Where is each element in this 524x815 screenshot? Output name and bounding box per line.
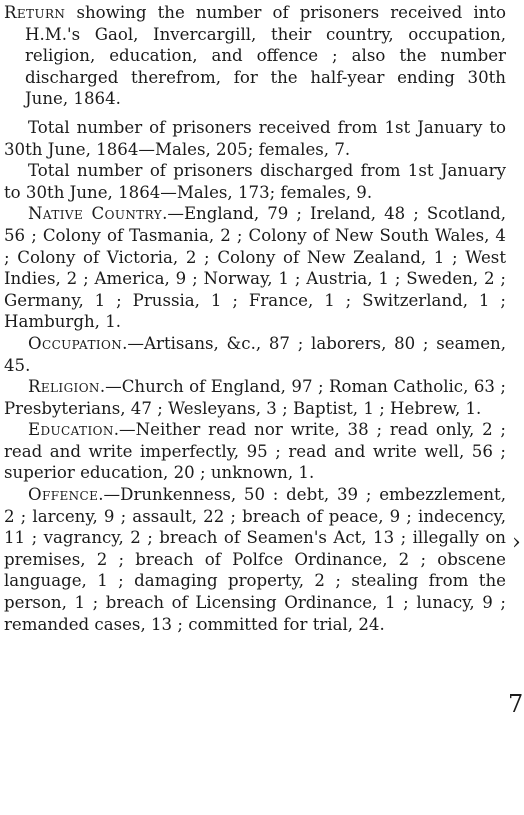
offence-text: .—Drunkenness, 50 : debt, 39 ; embezzlement, 2 ; larceny, 9 ; assault, 22 ; breach of peace, 9 ; indecency, 11 ; vagrancy, 2 ; breach of Seamen's Act, 13 ; illegally on premises, 2 ; breach of Polfce Ordinance, 2 ; obscene language, 1 ; damaging property, 2 ; stealing from the person, 1 ; breach of Licensing Ordinance, 1 ; lunacy, 9 ; remanded cases, 13 ; committed for trial, 24. <box>4 485 506 634</box>
native-country-heading: Native Country <box>28 204 163 224</box>
occupation-heading: Occupation <box>28 333 123 353</box>
occupation-text: .—Artisans, &c., 87 ; laborers, 80 ; seamen, 45. <box>4 333 506 375</box>
return-heading-text: showing the number of prisoners received into H.M.'s Gaol, Invercargill, their country, occupation, religion, education, and offence ; also the number discharged therefrom, for the half-year ending 30th June, 1864. <box>25 3 506 109</box>
native-country-paragraph <box>4 203 506 333</box>
received-total-paragraph: Total number of prisoners received from 1st January to 30th June, 1864—Males, 205; females, 7. <box>4 117 506 159</box>
education-paragraph <box>4 419 506 484</box>
native-country-text: .—England, 79 ; Ireland, 48 ; Scotland, 56 ; Colony of Tasmania, 2 ; Colony of New South Wales, 4 ; Colony of Victoria, 2 ; Colony of New Zealand, 1 ; West Indies, 2 ; America, 9 ; Norway, 1 ; Austria, 1 ; Sweden, 2 ; Germany, 1 ; Prussia, 1 ; France, 1 ; Switzerland, 1 ; Hamburgh, 1. <box>4 204 506 332</box>
offence-heading: Offence <box>28 485 99 505</box>
offence-paragraph <box>4 484 506 635</box>
education-text: .—Neither read nor write, 38 ; read only, 2 ; read and write imperfectly, 95 ; read and write well, 56 ; superior education, 20 ; unknown, 1. <box>4 420 506 483</box>
occupation-paragraph <box>4 333 506 376</box>
return-heading-paragraph <box>4 2 506 110</box>
education-heading: Education <box>28 420 114 440</box>
return-lead-word: Return <box>4 3 66 22</box>
spacer <box>4 110 506 117</box>
discharged-total-paragraph: Total number of prisoners discharged from 1st January to 30th June, 1864—Males, 173; females, 9. <box>4 161 506 202</box>
religion-heading: Religion <box>28 377 100 397</box>
margin-mark-lower: 7 <box>508 690 524 718</box>
religion-paragraph <box>4 376 506 419</box>
margin-mark-upper: › <box>512 530 521 555</box>
religion-text: .—Church of England, 97 ; Roman Catholic, 63 ; Presbyterians, 47 ; Wesleyans, 3 ; Baptist, 1 ; Hebrew, 1. <box>4 377 506 418</box>
